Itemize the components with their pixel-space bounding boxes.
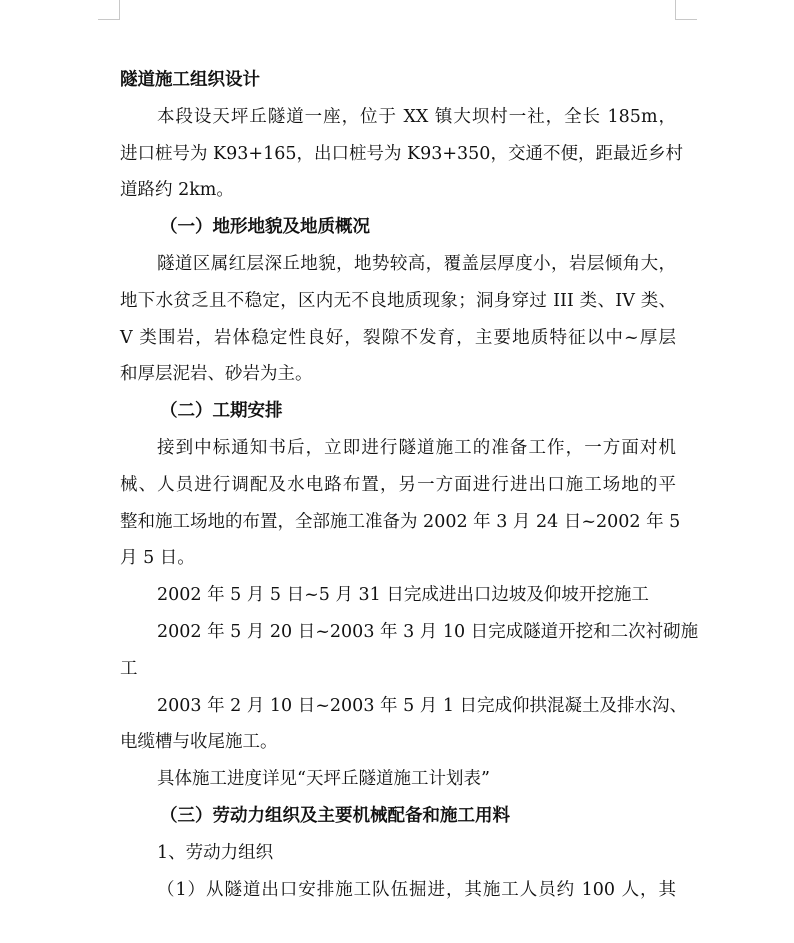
- paragraph-line: V 类围岩，岩体稳定性良好，裂隙不发育，主要地质特征以中~厚层: [120, 327, 676, 348]
- paragraph-line: 整和施工场地的布置，全部施工准备为 2002 年 3 月 24 日~2002 年 5: [120, 511, 681, 532]
- paragraph-line: 隧道区属红层深丘地貌，地势较高，覆盖层厚度小，岩层倾角大，: [157, 253, 676, 274]
- document-title: 隧道施工组织设计: [120, 70, 260, 90]
- paragraph-line: 2002 年 5 月 20 日~2003 年 3 月 10 日完成隧道开挖和二次衬砌施: [157, 621, 699, 642]
- paragraph-line: 工: [120, 658, 138, 679]
- section-heading: （三）劳动力组织及主要机械配备和施工用料: [160, 805, 510, 826]
- section-heading: （二）工期安排: [160, 401, 283, 422]
- paragraph-line: 2003 年 2 月 10 日~2003 年 5 月 1 日完成仰拱混凝土及排水沟、: [157, 695, 688, 716]
- list-item: 1、劳动力组织: [157, 842, 274, 863]
- crop-mark-top-left-horizontal: [98, 19, 120, 20]
- paragraph-line: 本段设天坪丘隧道一座，位于 XX 镇大坝村一社，全长 185m，: [157, 106, 676, 127]
- document-body: [120, 62, 699, 908]
- paragraph-line: 和厚层泥岩、砂岩为主。: [120, 364, 313, 385]
- paragraph-line: 电缆槽与收尾施工。: [120, 732, 278, 753]
- crop-mark-top-left-vertical: [119, 0, 120, 19]
- paragraph-line: 具体施工进度详见“天坪丘隧道施工计划表”: [157, 769, 490, 790]
- paragraph-line: 械、人员进行调配及水电路布置，另一方面进行进出口施工场地的平: [120, 474, 676, 495]
- paragraph-line: 进口桩号为 K93+165，出口桩号为 K93+350，交通不便，距最近乡村: [120, 143, 683, 164]
- paragraph-line: 接到中标通知书后，立即进行隧道施工的准备工作，一方面对机: [157, 437, 676, 458]
- list-item: （1）从隧道出口安排施工队伍掘进，其施工人员约 100 人，其: [157, 879, 676, 900]
- section-heading: （一）地形地貌及地质概况: [160, 217, 370, 238]
- crop-mark-top-right-horizontal: [675, 19, 697, 20]
- paragraph-line: 地下水贫乏且不稳定，区内无不良地质现象；洞身穿过 III 类、IV 类、: [120, 290, 676, 311]
- crop-mark-top-right-vertical: [675, 0, 676, 19]
- paragraph-line: 道路约 2km。: [120, 180, 234, 201]
- paragraph-line: 2002 年 5 月 5 日~5 月 31 日完成进出口边坡及仰坡开挖施工: [157, 585, 649, 606]
- paragraph-line: 月 5 日。: [120, 548, 195, 569]
